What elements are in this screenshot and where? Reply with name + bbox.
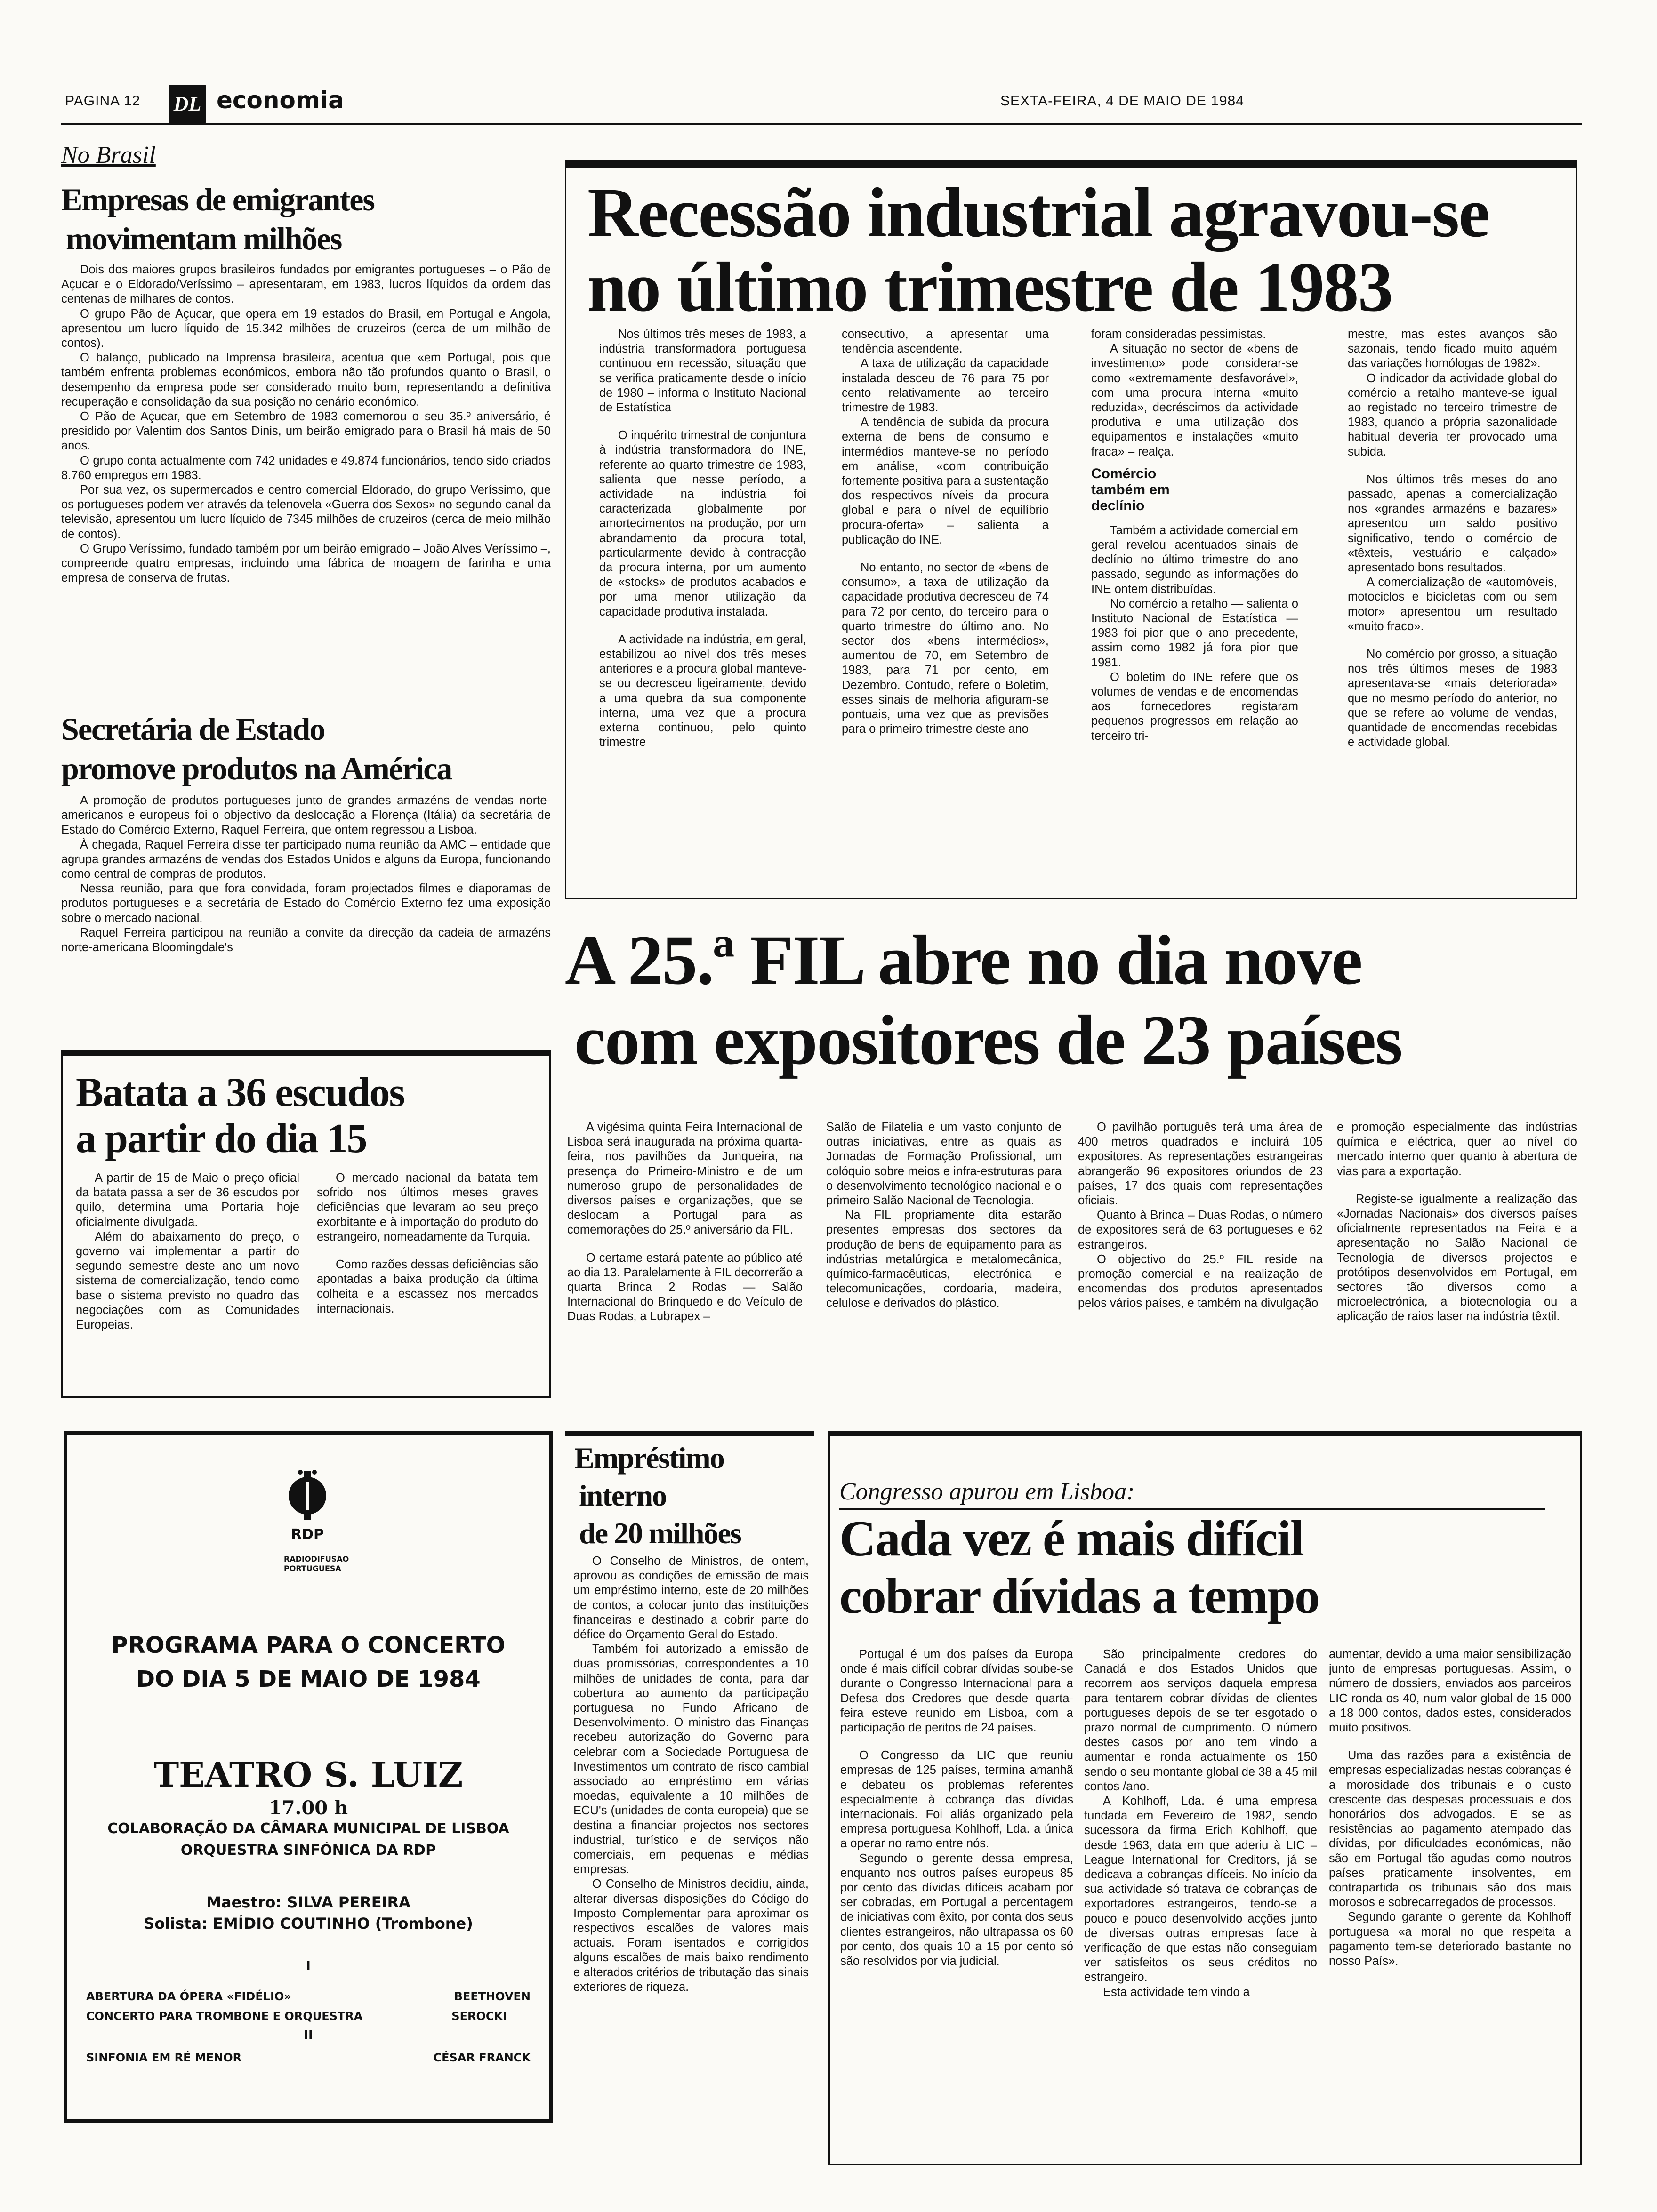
- paragraph: A comercialização de «automóveis, motociclos e bicicletas com ou sem motor» apresentou um resultado «muito fraco».: [1348, 576, 1557, 633]
- kicker-rule: [839, 1508, 1545, 1510]
- paragraph: O grupo conta actualmente com 742 unidades e 49.874 funcionários, tendo sido criados 8.760 empregos em 1983.: [61, 454, 551, 482]
- paragraph: O pavilhão português terá uma área de 400 metros quadrados e incluirá 105 expositores. As representações estrangeiras abrangerão 96 expositores oriundos de 23 países, 17 dos quais com representações oficiais.: [1078, 1121, 1323, 1208]
- paragraph: O grupo Pão de Açucar, que opera em 19 estados do Brasil, em Portugal e Angola, apresentou um lucro líquido de 15.342 milhões de cruzeiros (cerca de um milhão de contos).: [61, 307, 551, 350]
- column: [1091, 327, 1298, 892]
- paragraph: Na FIL propriamente dita estarão presentes empresas dos sectores da produção de bens de equipamento para as indústrias metalúrgica e metalomecânica, químico-farmacêuticas, electrónica e telecomunicações, cordoaria, madeira, celulose e derivados do plástico.: [826, 1209, 1062, 1310]
- paragraph: O balanço, publicado na Imprensa brasileira, acentua que «em Portugal, pois que também enfrenta problemas económicos, embora não tão profundos quanto o Brasil, o desempenho da empresa pode ser considerado muito bom, representando a definitiva recuperação e consolidação da sua posição no cenário económico.: [61, 351, 551, 409]
- paragraph: A Kohlhoff, Lda. é uma empresa fundada em Fevereiro de 1982, sendo sucessora da firma Erich Kohlhoff, que desde 1963, data em que aderiu à LIC – League International for Creditors, já se dedicava a cobranças difíceis. No início da sua actividade só tratava de cobranças de exportadores estrangeiros, tendo-se a pouco e pouco desenvolvido acções junto de diversas outras empresas face à verificação de que estas não conseguiam ver satisfeitos os seus créditos no estrangeiro.: [1084, 1795, 1317, 1984]
- paragraph: Esta actividade tem vindo a: [1103, 1985, 1250, 1999]
- paragraph: Segundo garante o gerente da Kohlhoff portuguesa «a moral no que respeita a pagamento tem-se deteriorado bastante no nosso País».: [1329, 1910, 1571, 1968]
- paragraph: Nos últimos três meses do ano passado, apenas a comercialização nos «grandes armazéns e bazares» apresentou um saldo positivo significativo, tendo o comércio de «têxteis, vestuário e calçado» apresentado bons resultados.: [1348, 473, 1557, 575]
- brand-name: RDP: [291, 1526, 324, 1543]
- venue-title: TEATRO S. LUIZ: [153, 1755, 463, 1795]
- paragraph: Também foi autorizado a emissão de duas promissórias, correspondentes a 10 milhões de unidades de conta, para dar cobertura ao aumento da participação portuguesa no Fundo Africano de Desenvolvimento. O ministro das Finanças recebeu autorização do Governo para celebrar com a Sociedade Portuguesa de Investimentos um contrato de risco cambial associado ao empréstimo em várias moedas, equivalente a 10 milhões de ECU's (unidades de conta europeia) que se destina a financiar projectos nos sectores industrial, turístico e de serviços não comerciais, em pequenas e médias empresas.: [573, 1643, 809, 1876]
- paragraph: O Conselho de Ministros, de ontem, aprovou as condições de emissão de mais um empréstimo interno, este de 20 milhões de contos, a colocar junto das instituições financeiras e destinado a cobrir parte do défice do Orçamento Geral do Estado.: [573, 1555, 809, 1642]
- maestro: Maestro: SILVA PEREIRA: [206, 1893, 410, 1911]
- article-secretaria: [61, 711, 551, 1031]
- program-part-number: II: [304, 2028, 313, 2043]
- paragraph: O Conselho de Ministros decidiu, ainda, alterar diversas disposições do Código do Imposto Complementar para aproximar os respectivos escalões de valores mais actuais. Foram isentados e corrigidos alguns escalões de mais baixo rendimento e alterados critérios de tributação das sinais exteriores de riqueza.: [573, 1877, 809, 1994]
- article-emigrantes: [61, 141, 551, 720]
- paragraph: Além do abaixamento do preço, o governo vai implementar a partir do segundo semestre deste ano um novo sistema de comercialização, tendo como base o sistema previsto no quadro das negociações com as Comunidades Europeias.: [76, 1230, 299, 1332]
- headline-line: promove produtos na América: [61, 751, 452, 786]
- paragraph: A tendência de subida da procura externa de bens de consumo e intermédios manteve-se no período em análise, «com contribuição fortemente positiva para a sustentação dos respectivos níveis da procura global e para o nível de equilíbrio procura-oferta» – salienta a publicação do INE.: [842, 416, 1049, 546]
- brand-subtitle: PORTUGUESA: [284, 1564, 341, 1573]
- paragraph: foram consideradas pessimistas.: [1091, 328, 1266, 341]
- concert-advertisement: [64, 1431, 553, 2123]
- column: [826, 1120, 1062, 1403]
- paragraph: O mercado nacional da batata tem sofrido nos últimos meses graves deficiências que levaram ao seu preço exorbitante e à importação do produto do estrangeiro, nomeadamente da Turquia.: [317, 1171, 538, 1243]
- paragraph: Segundo o gerente dessa empresa, enquanto nos outros países europeus 85 por cento das dívidas difíceis acabam por ser cobradas, em Portugal a percentagem de iniciativas com êxito, por conta dos seus clientes estrangeiros, não ultrapassa os 60 por cento, dos quais 10 a 15 por cento só são resolvidos por via judicial.: [840, 1851, 1073, 1968]
- program-composer: BEETHOVEN: [454, 1990, 531, 2003]
- headline-line: a partir do dia 15: [76, 1116, 367, 1162]
- headline-line: interno: [579, 1479, 667, 1512]
- headline-line: no último trimestre de 1983: [587, 248, 1392, 326]
- paragraph: O inquérito trimestral de conjuntura à indústria transformadora do INE, referente ao quarto trimestre de 1983, salienta que nesse período, a actividade na indústria foi caracterizada globalmente por amortecimentos na produção, por um abrandamento da procura total, particularmente devido à contracção da procura interna, por um aumento de «stocks» de produtos acabados e por uma menor utilização da capacidade produtiva instalada.: [599, 429, 806, 618]
- paragraph: São principalmente credores do Canadá e dos Estados Unidos que recorrem aos serviços daquela empresa para tentarem cobrar dívidas de clientes portugueses depois de se ter esgotado o prazo normal de cumprimento. O número destes casos por ano tem vindo a aumentar e ronda actualmente os 150 sendo o seu montante global de 38 a 45 mil contos /ano.: [1084, 1648, 1317, 1793]
- column: [1078, 1120, 1323, 1403]
- paragraph: A actividade na indústria, em geral, estabilizou ao nível dos três meses anteriores e a procura global manteve-se ou decresceu ligeiramente, devido a uma quebra da sua componente interna, uma vez que a procura externa continuou, pelo quinto trimestre: [599, 633, 806, 749]
- box-top-rule: [565, 1431, 814, 1436]
- column: [599, 327, 806, 892]
- column: [840, 1647, 1073, 2160]
- program-part-number: I: [306, 1959, 311, 1973]
- headline-line: Cada vez é mais difícil: [839, 1511, 1303, 1567]
- brand-subtitle: RADIODIFUSÃO: [284, 1555, 349, 1563]
- column: [573, 1554, 809, 2128]
- program-item: SINFONIA EM RÉ MENOR: [86, 2051, 242, 2064]
- headline-line: Empresas de emigrantes: [61, 182, 374, 217]
- paragraph: aumentar, devido a uma maior sensibilização junto de empresas portuguesas. Assim, o número de dossiers, enviados aos parceiros LIC ronda os 40, num valor global de 15 000 a 18 000 contos, dados estes, considerados muito positivos.: [1329, 1648, 1571, 1735]
- paragraph: Salão de Filatelia e um vasto conjunto de outras iniciativas, entre as quais as Jornadas de Formação Profissional, um colóquio sobre meios e infra-estruturas para o desenvolvimento tecnológico nacional e o primeiro Salão Nacional de Tecnologia.: [826, 1121, 1062, 1208]
- program-composer: CÉSAR FRANCK: [433, 2051, 531, 2064]
- paragraph: A promoção de produtos portugueses junto de grandes armazéns de vendas norte-americanos e europeus foi o objectivo da deslocação a Florença (Itália) da secretária de Estado do Comércio Externo, Raquel Ferreira, que ontem regressou a Lisboa.: [61, 794, 551, 837]
- newspaper-logo: [169, 85, 206, 123]
- masthead: [61, 85, 1582, 122]
- paragraph: A taxa de utilização da capacidade instalada desceu de 76 para 75 por cento relativamente ao terceiro trimestre de 1983.: [842, 357, 1049, 415]
- column: [1337, 1120, 1577, 1403]
- article-body: [61, 793, 551, 1029]
- subheading: Comércio também em declínio: [1091, 465, 1170, 513]
- column: [567, 1120, 803, 1403]
- concert-time: 17.00 h: [268, 1797, 348, 1819]
- article-kicker: Congresso apurou em Lisboa:: [839, 1478, 1135, 1505]
- headline-line: Empréstimo: [574, 1441, 724, 1475]
- paragraph: Raquel Ferreira participou na reunião a convite da direcção da cadeia de armazéns norte-americana Bloomingdale's: [61, 926, 551, 954]
- paragraph: Nos últimos três meses de 1983, a indústria transformadora portuguesa continuou em recessão, situação que se verifica praticamente desde o início de 1980 – informa o Instituto Nacional de Estatística: [599, 328, 806, 415]
- column: [76, 1171, 299, 1387]
- paragraph: Nessa reunião, para que fora convidada, foram projectados filmes e diaporamas de produtos portugueses e a secretária de Estado do Comércio Externo fez uma exposição sobre o mercado nacional.: [61, 882, 551, 925]
- paragraph: e promoção especialmente das indústrias química e eléctrica, quer ao nível do mercado interno quer quanto à abertura de vias para a exportação.: [1337, 1121, 1577, 1178]
- column: [317, 1171, 538, 1387]
- soloist: Solista: EMÍDIO COUTINHO (Trombone): [144, 1915, 473, 1932]
- paragraph: Uma das razões para a existência de empresas especializadas nestas cobranças é a morosidade dos tribunais e o custo crescente das despesas processuais e dos honorários dos advogados. E se as resistências ao pagamento atempado das dívidas, por dificuldades económicas, não são em Portugal tão agudas como noutros países praticamente insolventes, em contrapartida os tribunais são dos mais morosos e sobrecarregados de processos.: [1329, 1749, 1571, 1909]
- article-body: [61, 263, 551, 733]
- paragraph: O indicador da actividade global do comércio a retalho manteve-se igual ao registado no terceiro trimestre de 1983, quando a própria sazonalidade habitual deveria ter provocado uma subida.: [1348, 371, 1557, 458]
- collaboration: COLABORAÇÃO DA CÂMARA MUNICIPAL DE LISBOA: [107, 1820, 509, 1837]
- paragraph: O boletim do INE refere que os volumes de vendas e de encomendas aos fornecedores registaram pequenos progressos em relação ao terceiro tri-: [1091, 670, 1298, 743]
- column: [842, 327, 1049, 892]
- box-top-rule: [830, 1431, 1580, 1436]
- paragraph: O objectivo do 25.º FIL reside na promoção comercial e na realização de encomendas dos produtos apresentados pelos vários países, e também na divulgação: [1078, 1252, 1323, 1310]
- paragraph: A partir de 15 de Maio o preço oficial da batata passa a ser de 36 escudos por quilo, determina uma Portaria hoje oficialmente divulgada.: [76, 1171, 299, 1229]
- article-recessao: [565, 160, 1577, 899]
- box-top-rule: [63, 1050, 549, 1056]
- paragraph: O Congresso da LIC que reuniu empresas de 125 países, termina amanhã e debateu os problemas referentes especialmente à cobrança das dívidas internacionais. Foi aliás organizado pela empresa portuguesa Kohlhoff, Lda. a única a operar no ramo entre nós.: [840, 1749, 1073, 1851]
- issue-date: SEXTA-FEIRA, 4 DE MAIO DE 1984: [1000, 93, 1244, 109]
- page-number: PAGINA 12: [65, 93, 141, 109]
- paragraph: O Pão de Açucar, que em Setembro de 1983 comemorou o seu 35.º aniversário, é presidido por Valentim dos Santos Dinis, um beirão emigrado para o Brasil há mais de 50 anos.: [61, 410, 551, 453]
- ad-heading: PROGRAMA PARA O CONCERTO: [111, 1632, 506, 1659]
- paragraph: A vigésima quinta Feira Internacional de Lisboa será inaugurada na próxima quarta-feira, nos pavilhões da Junqueira, na presença do Primeiro-Ministro e de um numeroso grupo de personalidades de diversos países e organizações, que se deslocam a Portugal para as comemorações do 25.º aniversário da FIL.: [567, 1121, 803, 1237]
- paragraph: O Grupo Veríssimo, fundado também por um beirão emigrado – João Alves Veríssimo –, compreende quatro empresas, incluindo uma fábrica de moagem de farinha e uma empresa de conserva de frutas.: [61, 542, 551, 585]
- paragraph: Portugal é um dos países da Europa onde é mais difícil cobrar dívidas soube-se durante o Congresso Internacional para a Defesa dos Credores que desde quarta-feira esteve reunido em Lisboa, com a participação de peritos de 24 países.: [840, 1648, 1073, 1735]
- headline-line: Recessão industrial agravou-se: [587, 174, 1489, 252]
- paragraph: Quanto à Brinca – Duas Rodas, o número de expositores será de 63 portugueses e 62 estrangeiros.: [1078, 1209, 1323, 1251]
- headline-line: A 25.ª FIL abre no dia nove: [565, 921, 1362, 999]
- program-item: ABERTURA DA ÓPERA «FIDÉLIO»: [86, 1990, 291, 2003]
- rdp-logo-icon: [279, 1467, 336, 1524]
- paragraph: No entanto, no sector de «bens de consumo», a taxa de utilização da capacidade produtiva decresceu de 74 para 72 por cento, do terceiro para o quarto trimestre do último ano. No sector dos «bens intermédios», aumentou de 70, em Setembro de 1983, para 71 por cento, em Dezembro. Contudo, refere o Boletim, esses sinais de melhoria afiguram-se pontuais, uma vez que as previsões para o primeiro trimestre deste ano: [842, 561, 1049, 736]
- logo-letters: DL: [173, 92, 201, 115]
- headline-line: movimentam milhões: [66, 221, 342, 256]
- paragraph: Como razões dessas deficiências são apontadas a baixa produção da última colheita e a escassez nos mercados internacionais.: [317, 1258, 538, 1315]
- article-batata: [61, 1050, 551, 1398]
- column: [1084, 1647, 1317, 2160]
- ad-heading: DO DIA 5 DE MAIO DE 1984: [136, 1666, 481, 1692]
- paragraph: A situação no sector de «bens de investimento» pode considerar-se como «extremamente desfavorável», com uma procura interna «muito reduzida», decréscimos da actividade produtiva e uma utilização dos equipamentos e instalações «muito fraca» – realça.: [1091, 342, 1298, 458]
- box-top-rule: [566, 160, 1576, 168]
- paragraph: mestre, mas estes avanços são sazonais, tendo ficado muito aquém das variações homólogas de 1982».: [1348, 328, 1557, 370]
- program-composer: SEROCKI: [451, 2010, 507, 2023]
- paragraph: No comércio a retalho — salienta o Instituto Nacional de Estatística — 1983 foi pior que o ano precedente, assim como 1982 já fora pior que 1981.: [1091, 597, 1298, 669]
- column: [1348, 327, 1557, 892]
- article-fil: [565, 922, 1577, 1440]
- masthead-rule: [61, 123, 1582, 125]
- headline-line: de 20 milhões: [579, 1516, 741, 1550]
- paragraph: Por sua vez, os supermercados e centro comercial Eldorado, do grupo Veríssimo, que os portugueses podem ver através da telenovela «Guerra dos Sexos» no segundo canal da televisão, apresentou um lucro líquido de 7345 milhões de cruzeiros (cerca de meio milhão de contos).: [61, 483, 551, 541]
- paragraph: À chegada, Raquel Ferreira disse ter participado numa reunião da AMC – entidade que agrupa grandes armazéns de vendas dos Estados Unidos e alguns da Europa, funcionando como central de compras de produtos.: [61, 838, 551, 881]
- paragraph: Registe-se igualmente a realização das «Jornadas Nacionais» dos diversos países oficialmente representados na Feira e a apresentação no Salão Nacional de Tecnologia de diversos projectos e protótipos desenvolvidos em Portugal, em sectores tão diversos como a microelectrónica, a biotecnologia ou a aplicação de raios laser na indústria têxtil.: [1337, 1192, 1577, 1323]
- paragraph: No comércio por grosso, a situação nos três últimos meses de 1983 apresentava-se «mais deteriorada» que no mesmo período do anterior, no que se refere ao volume de vendas, quantidade de encomendas recebidas e actividade global.: [1348, 648, 1557, 749]
- orchestra: ORQUESTRA SINFÓNICA DA RDP: [180, 1842, 436, 1859]
- article-kicker: No Brasil: [61, 142, 156, 168]
- headline-line: Secretária de Estado: [61, 711, 325, 747]
- paragraph: Também a actividade comercial em geral revelou acentuados sinais de declínio no último trimestre do ano passado, segundo as informações do INE ontem distribuídas.: [1091, 523, 1298, 596]
- section-name: economia: [217, 87, 344, 114]
- paragraph: consecutivo, a apresentar uma tendência ascendente.: [842, 328, 1049, 356]
- headline-line: cobrar dívidas a tempo: [839, 1568, 1319, 1624]
- paragraph: O certame estará patente ao público até ao dia 13. Paralelamente à FIL decorrerão a quarta Brinca 2 Rodas — Salão Internacional do Brinquedo e do Veículo de Duas Rodas, a Lubrapex –: [567, 1251, 803, 1323]
- column: [1329, 1647, 1571, 2160]
- article-dividas: [828, 1431, 1582, 2165]
- program-item: CONCERTO PARA TROMBONE E ORQUESTRA: [86, 2010, 363, 2023]
- headline-line: com expositores de 23 países: [574, 1001, 1402, 1079]
- headline-line: Batata a 36 escudos: [76, 1070, 404, 1115]
- paragraph: Dois dos maiores grupos brasileiros fundados por emigrantes portugueses – o Pão de Açucar e o Eldorado/Veríssimo – apresentaram, em 1983, lucros líquidos da ordem das centenas de milhares de contos.: [61, 263, 551, 306]
- article-emprestimo: [565, 1431, 814, 2146]
